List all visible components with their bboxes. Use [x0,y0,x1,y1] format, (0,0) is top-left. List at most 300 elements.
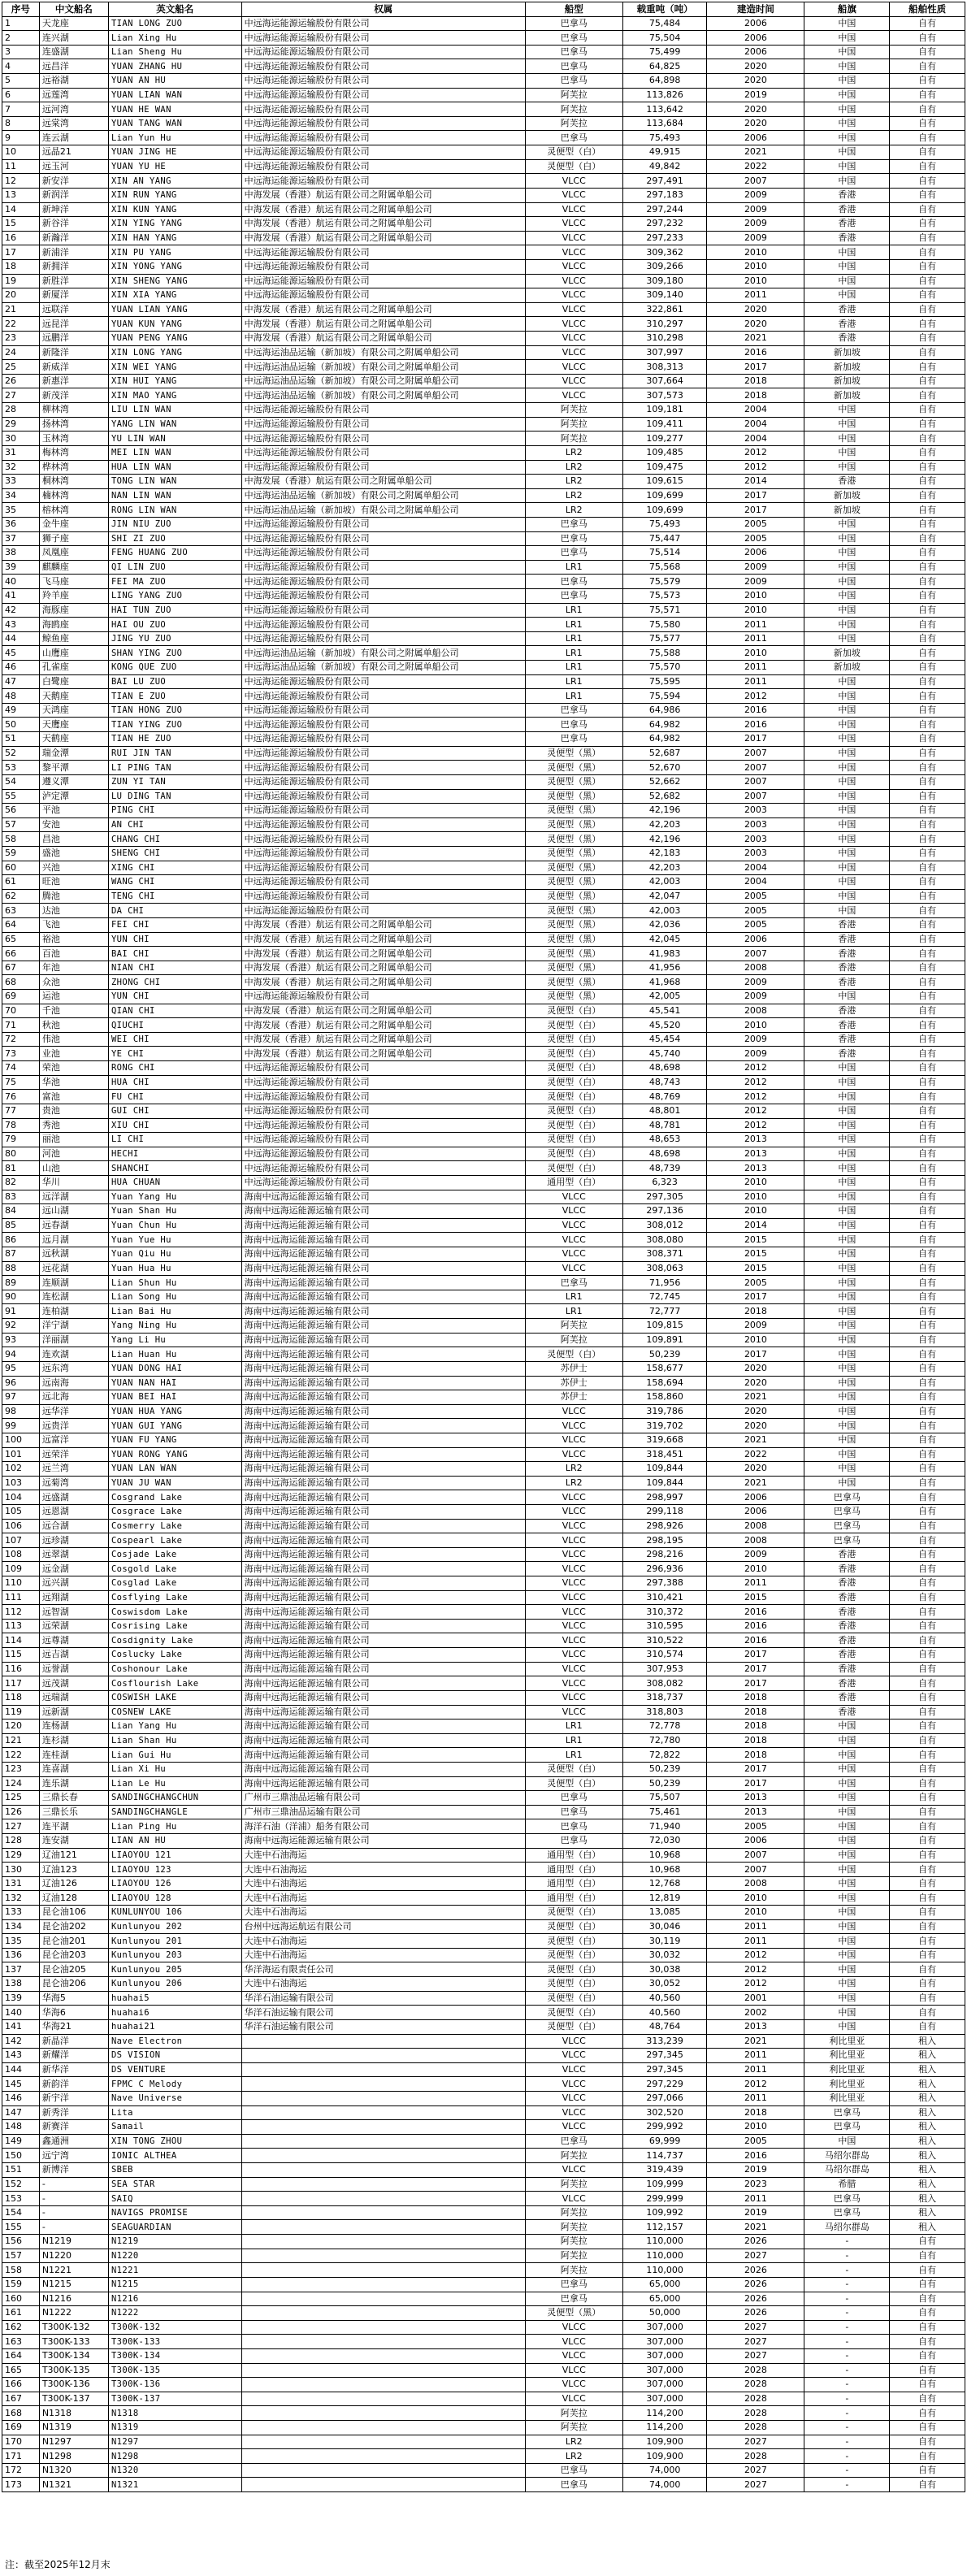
cell-en-name: LIU LIN WAN [108,403,241,418]
cell-owner: 中海发展（香港）航运有限公司之附属单船公司 [241,975,525,990]
cell-type: 灵便型（白） [525,1948,622,1962]
cell-dwt: 307,000 [622,2392,707,2406]
cell-owner [241,2363,525,2378]
table-row [2,1705,965,1720]
cell-year: 2021 [707,1476,804,1490]
cell-type: VLCC [525,174,622,189]
cell-flag: - [804,2335,890,2349]
cell-cn-name: 远富洋 [39,1433,108,1447]
cell-dwt: 310,298 [622,332,707,346]
table-row [2,2348,965,2363]
cell-flag: 利比里亚 [804,2049,890,2063]
cell-en-name: YUAN ZHANG HU [108,59,241,74]
cell-owner: 中远海运能源运输股份有限公司 [241,16,525,31]
cell-owner: 海南中远海运能源运输有限公司 [241,1290,525,1304]
cell-nature: 自有 [890,217,965,232]
cell-en-name: BAI CHI [108,947,241,961]
cell-cn-name: T300K-132 [39,2320,108,2335]
cell-seq: 65 [2,932,40,947]
cell-type: 灵便型（黑） [525,875,622,890]
cell-nature: 自有 [890,259,965,274]
cell-year: 2008 [707,1533,804,1548]
cell-dwt: 297,305 [622,1190,707,1204]
cell-owner: 海南中远海运能源运输有限公司 [241,1218,525,1233]
table-row [2,1175,965,1190]
cell-en-name: YUAN JU WAN [108,1476,241,1490]
cell-cn-name: 业池 [39,1047,108,1061]
table-row [2,1433,965,1447]
cell-cn-name: 飞马座 [39,575,108,589]
cell-dwt: 310,522 [622,1633,707,1648]
cell-year: 2017 [707,1347,804,1362]
cell-seq: 111 [2,1590,40,1605]
cell-year: 2020 [707,1462,804,1477]
cell-en-name: DA CHI [108,904,241,918]
cell-nature: 自有 [890,1733,965,1748]
cell-flag: 中国 [804,546,890,561]
cell-cn-name: 伟池 [39,1032,108,1047]
cell-flag: 新加坡 [804,503,890,518]
cell-seq: 23 [2,332,40,346]
cell-dwt: 72,822 [622,1748,707,1763]
cell-en-name: TENG CHI [108,889,241,904]
cell-seq: 125 [2,1791,40,1806]
cell-dwt: 42,203 [622,861,707,875]
cell-year: 2027 [707,2463,804,2478]
table-row [2,1075,965,1090]
cell-dwt: 109,699 [622,488,707,503]
cell-owner: 中远海运能源运输股份有限公司 [241,889,525,904]
cell-type: 阿芙拉 [525,2235,622,2249]
cell-owner [241,2292,525,2306]
cell-cn-name: 盛池 [39,846,108,861]
cell-owner [241,2034,525,2049]
cell-en-name: LU DING TAN [108,789,241,804]
cell-nature: 自有 [890,1590,965,1605]
cell-seq: 101 [2,1447,40,1462]
cell-nature: 自有 [890,332,965,346]
cell-type: 灵便型（白） [525,1991,622,2006]
cell-year: 2015 [707,1233,804,1247]
table-row [2,618,965,632]
cell-cn-name: 海鸥座 [39,618,108,632]
cell-flag: 中国 [804,789,890,804]
cell-en-name: SHI ZI ZUO [108,531,241,546]
cell-cn-name: N1221 [39,2263,108,2278]
table-row [2,231,965,245]
cell-type: 灵便型（白） [525,1147,622,1161]
table-row [2,145,965,160]
cell-en-name: LIAOYOU 126 [108,1876,241,1891]
cell-nature: 自有 [890,1748,965,1763]
cell-year: 2010 [707,1204,804,1219]
cell-flag: 中国 [804,88,890,102]
cell-seq: 14 [2,202,40,217]
cell-flag: 新加坡 [804,374,890,388]
cell-type: VLCC [525,1605,622,1620]
cell-dwt: 52,682 [622,789,707,804]
table-row [2,804,965,818]
table-row [2,2105,965,2120]
cell-owner: 华洋石油运输有限公司 [241,2019,525,2034]
cell-year: 2011 [707,2091,804,2105]
cell-year: 2003 [707,832,804,847]
cell-en-name: RONG LIN WAN [108,503,241,518]
cell-en-name: TIAN HONG ZUO [108,703,241,718]
cell-nature: 自有 [890,961,965,975]
cell-type: 灵便型（白） [525,1075,622,1090]
cell-seq: 34 [2,488,40,503]
cell-nature: 自有 [890,288,965,303]
cell-dwt: 30,052 [622,1977,707,1992]
cell-year: 2021 [707,1433,804,1447]
cell-dwt: 30,032 [622,1948,707,1962]
cell-seq: 118 [2,1690,40,1705]
cell-nature: 租入 [890,2192,965,2206]
cell-year: 2008 [707,961,804,975]
cell-year: 2009 [707,202,804,217]
table-row [2,1662,965,1676]
cell-cn-name: 远北海 [39,1390,108,1405]
table-row [2,2177,965,2192]
table-row [2,74,965,89]
cell-type: VLCC [525,1648,622,1663]
cell-cn-name: 华海5 [39,1991,108,2006]
cell-type: VLCC [525,2320,622,2335]
cell-nature: 自有 [890,31,965,46]
cell-dwt: 297,244 [622,202,707,217]
cell-flag: 中国 [804,1433,890,1447]
cell-nature: 自有 [890,2019,965,2034]
cell-en-name: YUAN RONG YANG [108,1447,241,1462]
cell-en-name: Cosgrace Lake [108,1504,241,1519]
cell-nature: 自有 [890,2420,965,2435]
table-row [2,1863,965,1877]
cell-cn-name: 秀池 [39,1118,108,1133]
cell-owner: 中远海运能源运输股份有限公司 [241,904,525,918]
cell-flag: 中国 [804,1104,890,1118]
table-row [2,575,965,589]
cell-flag: 中国 [804,1333,890,1347]
cell-owner [241,2077,525,2092]
cell-en-name: COSNEW LAKE [108,1705,241,1720]
cell-owner: 中远海运能源运输股份有限公司 [241,59,525,74]
cell-dwt: 310,372 [622,1605,707,1620]
cell-dwt: 75,579 [622,575,707,589]
cell-en-name: ZHONG CHI [108,975,241,990]
cell-seq: 161 [2,2306,40,2321]
cell-year: 2012 [707,1090,804,1104]
cell-type: VLCC [525,1533,622,1548]
cell-owner: 中远海运能源运输股份有限公司 [241,789,525,804]
table-row [2,603,965,618]
cell-cn-name: 新耀洋 [39,2049,108,2063]
table-row [2,975,965,990]
cell-seq: 135 [2,1934,40,1949]
cell-cn-name: 华海21 [39,2019,108,2034]
cell-owner [241,2320,525,2335]
cell-year: 2007 [707,947,804,961]
cell-owner: 海南中远海运能源运输有限公司 [241,1304,525,1319]
cell-dwt: 110,000 [622,2235,707,2249]
cell-cn-name: 新茂洋 [39,388,108,403]
cell-cn-name: 昆仑油206 [39,1977,108,1992]
cell-seq: 143 [2,2049,40,2063]
cell-en-name: YUAN BEI HAI [108,1390,241,1405]
cell-nature: 自有 [890,1090,965,1104]
cell-dwt: 109,844 [622,1476,707,1490]
cell-cn-name: 远河湾 [39,102,108,117]
cell-flag: 香港 [804,1032,890,1047]
cell-en-name: Samail [108,2120,241,2135]
cell-seq: 54 [2,774,40,789]
cell-cn-name: 众池 [39,975,108,990]
table-row [2,2192,965,2206]
cell-seq: 120 [2,1720,40,1734]
cell-dwt: 45,740 [622,1047,707,1061]
cell-dwt: 109,999 [622,2177,707,2192]
cell-owner: 中海发展（香港）航运有限公司之附属单船公司 [241,217,525,232]
cell-en-name: Cosgrand Lake [108,1490,241,1505]
cell-type: 巴拿马 [525,732,622,747]
cell-cn-name: 新安洋 [39,174,108,189]
cell-year: 2014 [707,475,804,489]
table-row [2,2449,965,2464]
cell-type: LR2 [525,460,622,475]
cell-owner: 中远海运能源运输股份有限公司 [241,245,525,260]
cell-dwt: 298,216 [622,1547,707,1562]
cell-flag: 香港 [804,1690,890,1705]
cell-en-name: HUA LIN WAN [108,460,241,475]
cell-owner: 中远海运能源运输股份有限公司 [241,460,525,475]
cell-nature: 自有 [890,975,965,990]
cell-type: 灵便型（白） [525,159,622,174]
cell-type: LR2 [525,488,622,503]
cell-flag: 香港 [804,231,890,245]
cell-seq: 48 [2,689,40,704]
cell-dwt: 319,786 [622,1404,707,1419]
table-row [2,2420,965,2435]
cell-dwt: 318,803 [622,1705,707,1720]
cell-dwt: 302,520 [622,2105,707,2120]
table-row [2,961,965,975]
cell-flag: 中国 [804,804,890,818]
cell-owner [241,2249,525,2263]
cell-type: 灵便型（白） [525,1018,622,1033]
cell-dwt: 49,915 [622,145,707,160]
cell-flag: 香港 [804,475,890,489]
cell-cn-name: N1220 [39,2249,108,2263]
cell-dwt: 12,819 [622,1891,707,1906]
cell-year: 2019 [707,2163,804,2178]
cell-dwt: 109,411 [622,417,707,432]
cell-cn-name: 遵义潭 [39,774,108,789]
cell-year: 2017 [707,732,804,747]
cell-nature: 自有 [890,2249,965,2263]
cell-nature: 自有 [890,188,965,202]
cell-flag: 中国 [804,1147,890,1161]
cell-flag: 巴拿马 [804,1533,890,1548]
cell-type: 通用型（白） [525,1891,622,1906]
cell-seq: 107 [2,1533,40,1548]
cell-owner: 海南中远海运能源运输有限公司 [241,1204,525,1219]
cell-nature: 自有 [890,1261,965,1276]
cell-owner: 中远海运能源运输股份有限公司 [241,288,525,303]
cell-nature: 自有 [890,1633,965,1648]
cell-dwt: 307,953 [622,1662,707,1676]
cell-flag: 香港 [804,302,890,317]
cell-year: 2028 [707,2378,804,2392]
cell-seq: 37 [2,531,40,546]
table-row [2,774,965,789]
cell-type: VLCC [525,374,622,388]
cell-flag: 香港 [804,947,890,961]
cell-year: 2012 [707,460,804,475]
cell-year: 2016 [707,1619,804,1633]
cell-nature: 自有 [890,1948,965,1962]
cell-type: 阿芙拉 [525,1319,622,1334]
cell-flag: 香港 [804,1648,890,1663]
cell-cn-name: 新赛洋 [39,2120,108,2135]
table-row [2,1762,965,1776]
cell-type: 巴拿马 [525,2478,622,2492]
cell-flag: 中国 [804,618,890,632]
cell-flag: 中国 [804,1962,890,1977]
cell-en-name: T300K-132 [108,2320,241,2335]
cell-year: 2009 [707,188,804,202]
cell-dwt: 30,119 [622,1934,707,1949]
cell-seq: 136 [2,1948,40,1962]
cell-nature: 自有 [890,1361,965,1376]
table-row [2,817,965,832]
cell-owner: 中远海运能源运输股份有限公司 [241,761,525,775]
cell-type: 灵便型（黑） [525,817,622,832]
cell-cn-name: 运池 [39,990,108,1004]
cell-en-name: YUAN FU YANG [108,1433,241,1447]
cell-dwt: 297,491 [622,174,707,189]
cell-en-name: Cosrising Lake [108,1619,241,1633]
cell-nature: 自有 [890,1233,965,1247]
cell-cn-name: N1216 [39,2292,108,2306]
cell-cn-name: 新厦洋 [39,288,108,303]
cell-type: VLCC [525,1576,622,1591]
cell-seq: 53 [2,761,40,775]
table-row [2,274,965,288]
cell-type: VLCC [525,1247,622,1262]
cell-flag: 巴拿马 [804,2120,890,2135]
cell-cn-name: 桐林湾 [39,475,108,489]
cell-en-name: LI PING TAN [108,761,241,775]
table-row [2,1876,965,1891]
table-row [2,2292,965,2306]
cell-nature: 自有 [890,2363,965,2378]
cell-seq: 90 [2,1290,40,1304]
cell-nature: 自有 [890,1962,965,1977]
cell-dwt: 307,000 [622,2363,707,2378]
cell-type: VLCC [525,2192,622,2206]
cell-cn-name: 远宁湾 [39,2149,108,2163]
cell-cn-name: T300K-136 [39,2378,108,2392]
cell-flag: 中国 [804,445,890,460]
cell-cn-name: 远恩湖 [39,1504,108,1519]
cell-flag: 中国 [804,1919,890,1934]
cell-type: VLCC [525,202,622,217]
cell-year: 2017 [707,360,804,375]
cell-seq: 29 [2,417,40,432]
cell-owner: 中远海运能源运输股份有限公司 [241,1133,525,1147]
cell-dwt: 52,662 [622,774,707,789]
cell-year: 2004 [707,861,804,875]
cell-year: 2011 [707,2062,804,2077]
cell-dwt: 75,573 [622,588,707,603]
table-row [2,1934,965,1949]
cell-flag: 新加坡 [804,661,890,675]
cell-year: 2009 [707,231,804,245]
cell-seq: 151 [2,2163,40,2178]
cell-owner: 海南中远海运能源运输有限公司 [241,1433,525,1447]
cell-type: 灵便型（黑） [525,932,622,947]
cell-nature: 自有 [890,145,965,160]
cell-type: LR2 [525,2435,622,2449]
cell-year: 2013 [707,2019,804,2034]
cell-flag: 巴拿马 [804,1504,890,1519]
cell-nature: 租入 [890,2105,965,2120]
cell-cn-name: 远瑞湖 [39,1690,108,1705]
cell-dwt: 308,063 [622,1261,707,1276]
cell-flag: 中国 [804,460,890,475]
cell-year: 2014 [707,1218,804,1233]
cell-dwt: 109,475 [622,460,707,475]
cell-en-name: ZUN YI TAN [108,774,241,789]
cell-flag: 中国 [804,718,890,732]
cell-dwt: 75,514 [622,546,707,561]
cell-owner: 中远海运能源运输股份有限公司 [241,1061,525,1076]
cell-year: 2010 [707,1018,804,1033]
cell-en-name: LING YANG ZUO [108,588,241,603]
cell-seq: 105 [2,1504,40,1519]
cell-dwt: 52,687 [622,746,707,761]
cell-year: 2020 [707,102,804,117]
cell-cn-name: 柳林湾 [39,403,108,418]
cell-type: VLCC [525,1233,622,1247]
cell-year: 2028 [707,2406,804,2421]
cell-flag: 香港 [804,202,890,217]
cell-cn-name: 远月湖 [39,1233,108,1247]
cell-nature: 自有 [890,1805,965,1819]
cell-dwt: 109,699 [622,503,707,518]
cell-dwt: 75,570 [622,661,707,675]
cell-nature: 自有 [890,1276,965,1290]
cell-dwt: 297,183 [622,188,707,202]
cell-type: LR2 [525,1462,622,1477]
cell-en-name: T300K-136 [108,2378,241,2392]
cell-seq: 134 [2,1919,40,1934]
cell-owner: 海南中远海运能源运输有限公司 [241,1547,525,1562]
cell-owner [241,2263,525,2278]
cell-dwt: 64,986 [622,703,707,718]
cell-year: 2010 [707,1891,804,1906]
table-row [2,1018,965,1033]
cell-nature: 自有 [890,1433,965,1447]
cell-nature: 自有 [890,2235,965,2249]
cell-year: 2007 [707,746,804,761]
cell-cn-name: N1320 [39,2463,108,2478]
cell-en-name: Lian Shan Hu [108,1733,241,1748]
cell-en-name: N1297 [108,2435,241,2449]
cell-seq: 116 [2,1662,40,1676]
cell-type: VLCC [525,1519,622,1533]
cell-type: 巴拿马 [525,16,622,31]
